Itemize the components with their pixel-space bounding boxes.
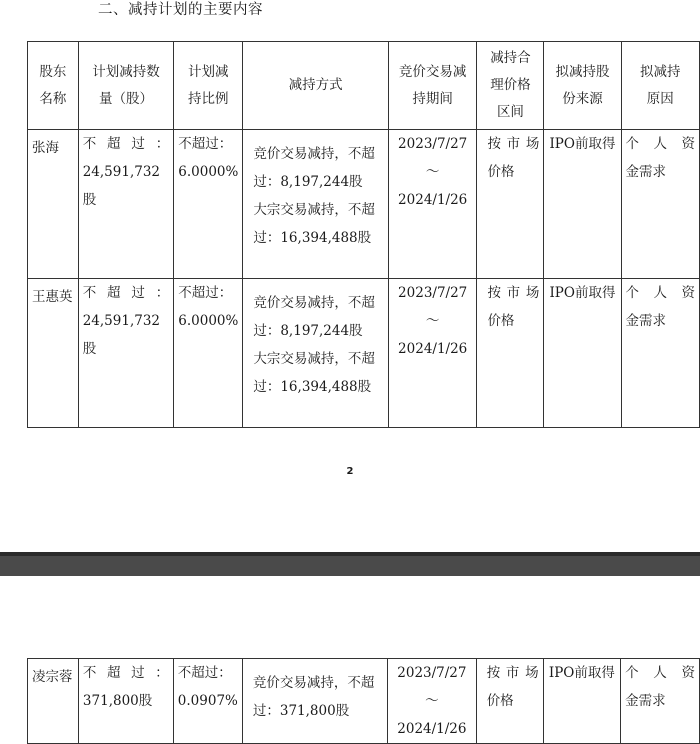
share-source: IPO前取得	[544, 279, 621, 428]
header-planned-qty: 计划减持数 量（股）	[78, 42, 174, 130]
share-source: IPO前取得	[544, 130, 621, 279]
reduction-period: 2023/7/27～ 2024/1/26	[388, 659, 477, 744]
table-row	[28, 279, 700, 428]
share-source: IPO前取得	[543, 659, 620, 744]
holder-name: 凌宗蓉	[28, 659, 79, 744]
price-range: 按市场 价格	[476, 659, 543, 744]
reduction-method: 竞价交易减持，不超 过：371,800股	[242, 659, 387, 744]
planned-qty: 不超过： 371,800股	[78, 659, 173, 744]
section-heading: 二、减持计划的主要内容	[98, 2, 263, 18]
planned-ratio: 不超过： 0.0907%	[173, 659, 242, 744]
reduction-method: 竞价交易减持，不超 过：8,197,244股 大宗交易减持，不超 过：16,394,488股	[243, 279, 389, 428]
price-range: 按市场 价格	[477, 130, 544, 279]
table-row	[28, 659, 700, 744]
reduction-period: 2023/7/27～ 2024/1/26	[388, 130, 477, 279]
page-number: 2	[346, 466, 354, 477]
holder-name: 王惠英	[28, 279, 79, 428]
reduction-reason: 个人资 金需求	[621, 279, 700, 428]
header-period: 竞价交易减 持期间	[388, 42, 477, 130]
table-row	[28, 130, 700, 279]
reduction-method: 竞价交易减持，不超 过：8,197,244股 大宗交易减持，不超 过：16,394,488股	[243, 130, 389, 279]
planned-ratio: 不超过： 6.0000%	[174, 130, 243, 279]
reduction-period: 2023/7/27～ 2024/1/26	[388, 279, 477, 428]
planned-qty: 不超过： 24,591,732股	[78, 279, 174, 428]
planned-ratio: 不超过： 6.0000%	[174, 279, 243, 428]
planned-qty: 不超过： 24,591,732股	[78, 130, 174, 279]
table-header-row	[28, 42, 700, 130]
header-reason: 拟减持 原因	[621, 42, 700, 130]
holder-name: 张海	[28, 130, 79, 279]
price-range: 按市场 价格	[477, 279, 544, 428]
reduction-reason: 个人资 金需求	[621, 659, 700, 744]
header-planned-ratio: 计划减 持比例	[174, 42, 243, 130]
header-holder: 股东 名称	[28, 42, 79, 130]
header-source: 拟减持股 份来源	[544, 42, 621, 130]
reduction-plan-table	[27, 41, 700, 428]
reduction-reason: 个人资 金需求	[621, 130, 700, 279]
reduction-plan-table-continued	[27, 658, 700, 744]
page-separator	[0, 552, 700, 576]
header-method: 减持方式	[243, 42, 389, 130]
header-price-range: 减持合 理价格 区间	[477, 42, 544, 130]
